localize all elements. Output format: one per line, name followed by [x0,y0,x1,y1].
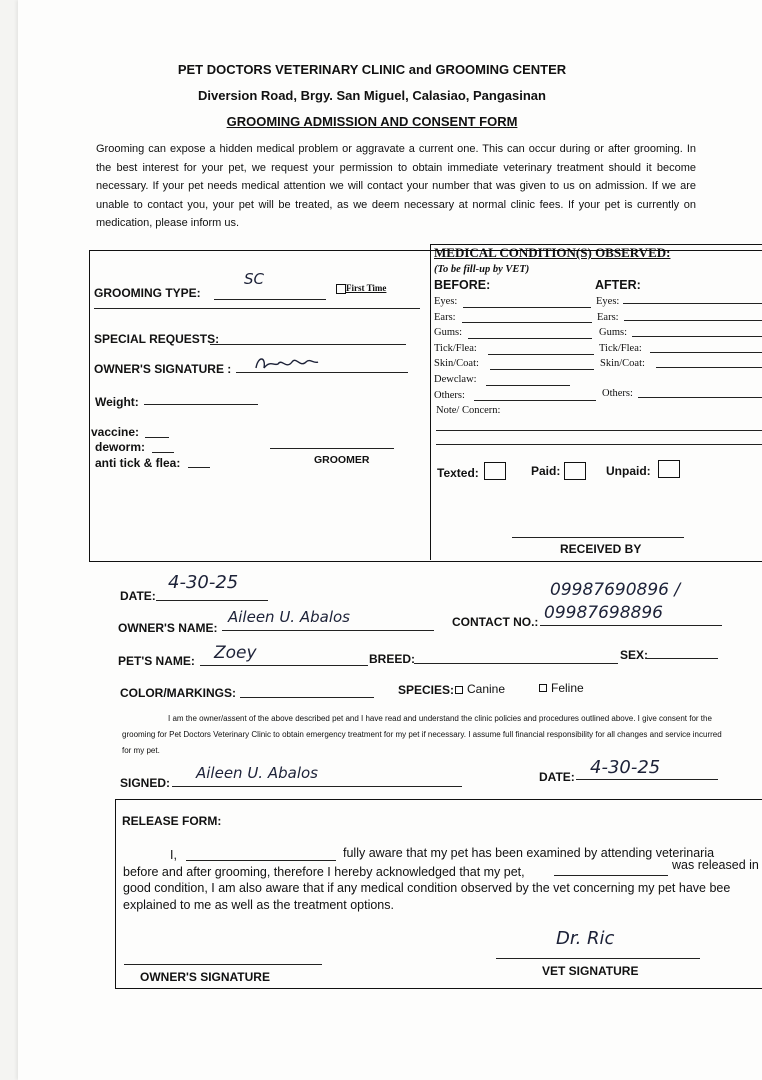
species-label: SPECIES: [398,683,455,697]
owner-signature-scribble [252,352,322,376]
after-eyes: Eyes: [596,296,620,307]
special-requests-line[interactable] [210,344,406,345]
after-tick: Tick/Flea: [599,343,642,354]
release-title: RELEASE FORM: [122,814,222,828]
date2-label: DATE: [539,770,575,784]
paid-checkbox[interactable] [564,462,586,480]
before-tick: Tick/Flea: [434,343,477,354]
color-markings-line[interactable] [240,697,374,698]
owner-name-label: OWNER'S NAME: [118,621,218,635]
date-label: DATE: [120,589,156,603]
before-eyes: Eyes: [434,296,458,307]
owner-name-value[interactable]: Aileen U. Abalos [228,608,350,626]
signed-label: SIGNED: [120,776,171,790]
first-time-checkbox[interactable] [336,284,346,294]
signed-value[interactable]: Aileen U. Abalos [196,764,318,782]
before-dewclaw-line[interactable] [486,385,570,386]
after-others-line[interactable] [638,397,762,398]
grooming-type-line [214,299,326,300]
weight-line[interactable] [144,404,258,405]
before-tick-line[interactable] [488,354,594,355]
vet-sig-label: VET SIGNATURE [542,964,639,978]
groomer-label: GROOMER [314,454,370,466]
paid-label: Paid: [531,464,561,478]
grooming-divider [430,244,431,560]
feline-checkbox[interactable] [539,684,547,692]
contact-label: CONTACT NO.: [452,615,539,629]
date-line [156,600,268,601]
consent-text: I am the owner/assent of the above described pet and I have read and understand the clinic policies and procedures outlined above. I give consent for the grooming for Pet Doctors Veterinary Clinic to obtain emergency treatment for my pet if necessary. I assume full financial responsibility for all changes and service incurred for my pet. [122,714,722,755]
first-time-label: First Time [346,283,387,293]
before-skin: Skin/Coat: [434,358,479,369]
unpaid-checkbox[interactable] [658,460,680,478]
texted-checkbox[interactable] [484,462,506,480]
pet-name-value[interactable]: Zoey [214,643,257,663]
before-dewclaw: Dewclaw: [434,374,477,385]
after-gums-line[interactable] [632,336,762,337]
color-markings-label: COLOR/MARKINGS: [120,686,236,700]
note-line-1[interactable] [436,430,762,431]
owner-sig-label: OWNER'S SIGNATURE [140,970,270,984]
before-label: BEFORE: [434,278,491,292]
intro-paragraph: Grooming can expose a hidden medical problem or aggravate a current one. This can occur during or after grooming. In the best interest for your pet, we request your permission to obtain immediate veterinary treatment should it become necessary. If your pet needs medical attention we will contact your number that was given to us on admission. If we are unable to contact you, your pet will be treated, as we deem necessary at normal clinic fees. If your pet is currently on medication, please inform us. [96,143,696,229]
note-concern-label: Note/ Concern: [436,405,501,416]
received-by-line[interactable] [512,537,684,538]
release-text-1: I, [170,848,177,862]
breed-line[interactable] [414,663,618,664]
before-eyes-line[interactable] [463,307,591,308]
grooming-type-value[interactable]: SC [244,270,264,288]
canine-label: Canine [467,682,506,696]
date2-value[interactable]: 4-30-25 [590,757,661,778]
after-ears-line[interactable] [624,320,762,321]
unpaid-label: Unpaid: [606,464,651,478]
sex-line[interactable] [646,658,718,659]
owner-sig-line[interactable] [124,964,322,965]
before-skin-line[interactable] [490,369,594,370]
breed-label: BREED: [369,652,416,666]
after-gums: Gums: [599,327,628,338]
before-ears: Ears: [434,312,456,323]
release-name-line[interactable] [186,860,336,861]
after-skin: Skin/Coat: [600,358,645,369]
owner-signature-label: OWNER'S SIGNATURE : [94,362,232,376]
contact-value-2[interactable]: 09987698896 [544,603,663,623]
anti-tick-line[interactable] [188,467,210,468]
after-eyes-line[interactable] [623,303,762,304]
grooming-type-label: GROOMING TYPE: [94,286,201,300]
date2-line [576,779,718,780]
before-ears-line[interactable] [462,322,592,323]
vet-handwriting[interactable]: Dr. Ric [556,928,615,949]
date-value[interactable]: 4-30-25 [168,572,239,593]
after-label: AFTER: [595,278,641,292]
clinic-address: Diversion Road, Brgy. San Miguel, Calasiao, Pangasinan [198,88,546,103]
vet-sig-line[interactable] [496,958,700,959]
before-others-line[interactable] [474,400,596,401]
pet-name-label: PET'S NAME: [118,654,195,668]
clinic-name: PET DOCTORS VETERINARY CLINIC and GROOMING CENTER [177,62,567,77]
canine-checkbox[interactable] [455,686,463,694]
release-text-5: good condition, I am also aware that if any medical condition observed by the vet concerning my pet have bee [123,881,731,895]
texted-label: Texted: [437,466,479,480]
release-text-6: explained to me as well as the treatment options. [123,898,394,912]
medical-title: MEDICAL CONDITION(S) OBSERVED: [434,245,671,260]
before-gums: Gums: [434,327,463,338]
contact-value-1[interactable]: 09987690896 / [550,580,681,600]
release-text-3: before and after grooming, therefore I hereby acknowledged that my pet, [123,865,525,879]
anti-tick-label: anti tick & flea: [95,456,181,470]
vaccine-label: vaccine: [91,425,140,439]
owner-name-line [222,630,434,631]
before-gums-line[interactable] [468,338,592,339]
form-title: GROOMING ADMISSION AND CONSENT FORM [226,114,518,129]
deworm-line[interactable] [152,452,174,453]
note-line-2[interactable] [436,444,762,445]
contact-line [540,625,722,626]
release-text-2: fully aware that my pet has been examined by attending veterinaria [343,846,715,860]
special-requests-label: SPECIAL REQUESTS: [94,332,220,346]
after-tick-line[interactable] [650,352,762,353]
vaccine-line[interactable] [145,437,169,438]
release-pet-line[interactable] [554,875,668,876]
received-by-label: RECEIVED BY [560,542,642,556]
pet-name-line [200,665,368,666]
groomer-line[interactable] [270,448,394,449]
signed-line [172,786,462,787]
after-ears: Ears: [597,312,619,323]
weight-label: Weight: [95,395,139,409]
after-others: Others: [602,388,633,399]
deworm-label: deworm: [95,440,146,454]
before-others: Others: [434,390,465,401]
sex-label: SEX: [620,648,649,662]
medical-subtitle: (To be fill-up by VET) [434,264,530,275]
release-text-4: was released in [672,858,759,872]
feline-label: Feline [551,681,584,695]
after-skin-line[interactable] [656,367,762,368]
grooming-type-line-2 [94,308,420,309]
